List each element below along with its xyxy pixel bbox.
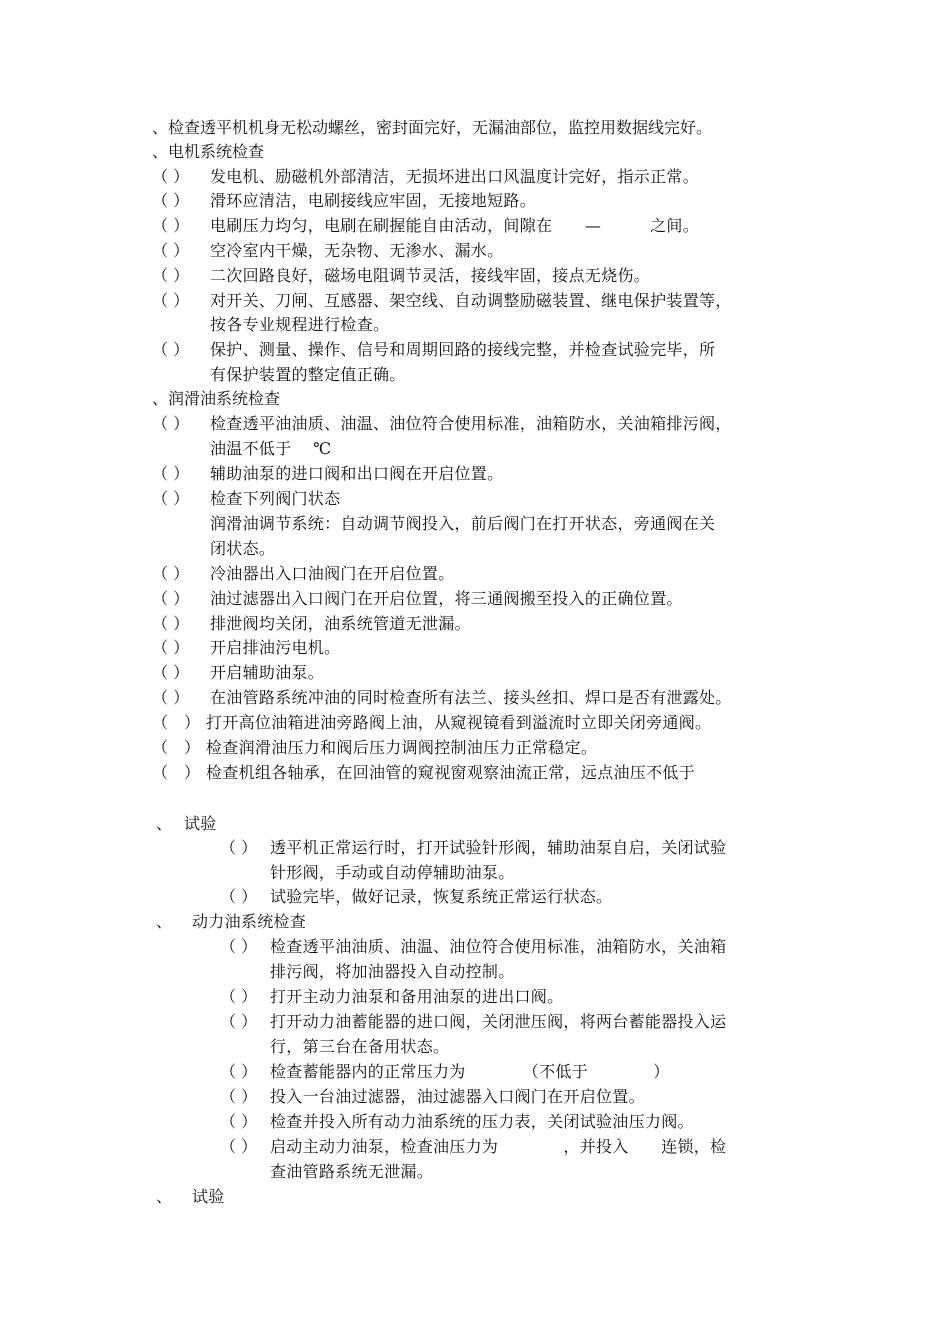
check-marker: （ ） xyxy=(152,489,190,508)
check-item: 检查透平油油质、油温、油位符合使用标准，油箱防水，关油箱排污阀， xyxy=(210,414,732,433)
check-item-continued: 油温不低于 ℃ xyxy=(210,439,332,458)
check-marker: （ ） xyxy=(152,589,190,608)
check-item-continued: 针形阀，手动或自动停辅助油泵。 xyxy=(270,863,515,882)
check-marker: （ ） xyxy=(220,1137,258,1156)
check-item: 检查下列阀门状态 xyxy=(210,489,341,508)
check-item: 投入一台油过滤器，油过滤器入口阀门在开启位置。 xyxy=(270,1087,645,1106)
check-item: 保护、测量、操作、信号和周期回路的接线完整，并检查试验完毕，所 xyxy=(210,340,716,359)
check-item: 打开动力油蓄能器的进口阀，关闭泄压阀，将两台蓄能器投入运 xyxy=(270,1012,727,1031)
check-item: 透平机正常运行时，打开试验针形阀，辅助油泵自启，关闭试验 xyxy=(270,838,727,857)
check-item: 油过滤器出入口阀门在开启位置，将三通阀搬至投入的正确位置。 xyxy=(210,589,683,608)
check-item: 辅助油泵的进口阀和出口阀在开启位置。 xyxy=(210,464,504,483)
check-item-continued: 查油管路系统无泄漏。 xyxy=(270,1162,434,1181)
check-marker: （ ） xyxy=(152,216,190,235)
check-marker: （ ） xyxy=(152,564,190,583)
check-marker: （ ） xyxy=(152,638,190,657)
check-marker: （ ） xyxy=(220,937,258,956)
check-marker: （ ） xyxy=(152,266,190,285)
section-heading: 试验 xyxy=(184,814,217,833)
check-item: 发电机、励磁机外部清洁，无损坏进出口风温度计完好，指示正常。 xyxy=(210,167,700,186)
section-heading: 动力油系统检查 xyxy=(192,912,307,931)
check-marker: （ ） xyxy=(152,713,201,732)
check-item-continued: 行，第三台在备用状态。 xyxy=(270,1037,450,1056)
section-heading: 、润滑油系统检查 xyxy=(152,389,281,408)
check-marker: （ ） xyxy=(220,1012,258,1031)
section-marker: 、 xyxy=(156,814,173,833)
check-item: 对开关、刀闸、互感器、架空线、自动调整励磁装置、继电保护装置等， xyxy=(210,291,732,310)
line-1: 、检查透平机机身无松动螺丝，密封面完好，无漏油部位，监控用数据线完好。 xyxy=(152,118,713,137)
check-marker: （ ） xyxy=(220,1112,258,1131)
check-marker: （ ） xyxy=(152,414,190,433)
check-item-continued: 有保护装置的整定值正确。 xyxy=(210,365,406,384)
check-marker: （ ） xyxy=(152,688,190,707)
check-marker: （ ） xyxy=(152,167,190,186)
check-marker: （ ） xyxy=(152,241,190,260)
check-item: 开启排油污电机。 xyxy=(210,638,341,657)
check-item-continued: 按各专业规程进行检查。 xyxy=(210,315,390,334)
check-marker: （ ） xyxy=(220,987,258,1006)
check-item: 检查并投入所有动力油系统的压力表，关闭试验油压力阀。 xyxy=(270,1112,694,1131)
check-item: 检查机组各轴承，在回油管的窥视窗观察油流正常，远点油压不低于 xyxy=(206,763,696,782)
check-marker: （ ） xyxy=(220,1062,258,1081)
check-item-continued: 润滑油调节系统：自动调节阀投入，前后阀门在打开状态，旁通阀在关 xyxy=(210,514,716,533)
check-marker: （ ） xyxy=(152,191,190,210)
section-heading: 试验 xyxy=(192,1187,225,1206)
section-marker: 、 xyxy=(156,912,173,931)
check-marker: （ ） xyxy=(220,1087,258,1106)
check-item: 在油管路系统冲油的同时检查所有法兰、接头丝扣、焊口是否有泄露处。 xyxy=(210,688,732,707)
check-item: 滑环应清洁，电刷接线应牢固，无接地短路。 xyxy=(210,191,537,210)
check-item: 打开主动力油泵和备用油泵的进出口阀。 xyxy=(270,987,564,1006)
check-item: 启动主动力油泵，检查油压力为 ，并投入 连锁，检 xyxy=(270,1137,727,1156)
check-item: 检查润滑油压力和阀后压力调阀控制油压力正常稳定。 xyxy=(206,738,598,757)
check-item: 电刷压力均匀，电刷在刷握能自由活动，间隙在 — 之间。 xyxy=(210,216,700,235)
check-marker: （ ） xyxy=(152,663,190,682)
check-marker: （ ） xyxy=(152,614,190,633)
check-item: 检查蓄能器内的正常压力为 （不低于 ） xyxy=(270,1062,670,1081)
check-item-continued: 排污阀，将加油器投入自动控制。 xyxy=(270,962,515,981)
check-marker: （ ） xyxy=(220,838,258,857)
check-marker: （ ） xyxy=(152,464,190,483)
check-item: 排泄阀均关闭，油系统管道无泄漏。 xyxy=(210,614,471,633)
check-item: 打开高位油箱进油旁路阀上油，从窥视镜看到溢流时立即关闭旁通阀。 xyxy=(206,713,712,732)
check-item: 二次回路良好，磁场电阻调节灵活，接线牢固，接点无烧伤。 xyxy=(210,266,651,285)
check-marker: （ ） xyxy=(220,887,258,906)
check-item-continued: 闭状态。 xyxy=(210,539,276,558)
check-item: 检查透平油油质、油温、油位符合使用标准，油箱防水，关油箱 xyxy=(270,937,727,956)
check-marker: （ ） xyxy=(152,340,190,359)
line-2: 、电机系统检查 xyxy=(152,142,265,161)
check-item: 冷油器出入口油阀门在开启位置。 xyxy=(210,564,455,583)
check-marker: （ ） xyxy=(152,763,201,782)
check-item: 试验完毕，做好记录，恢复系统正常运行状态。 xyxy=(270,887,613,906)
check-item: 空冷室内干燥，无杂物、无渗水、漏水。 xyxy=(210,241,504,260)
check-marker: （ ） xyxy=(152,738,201,757)
check-marker: （ ） xyxy=(152,291,190,310)
section-marker: 、 xyxy=(156,1187,173,1206)
check-item: 开启辅助油泵。 xyxy=(210,663,325,682)
